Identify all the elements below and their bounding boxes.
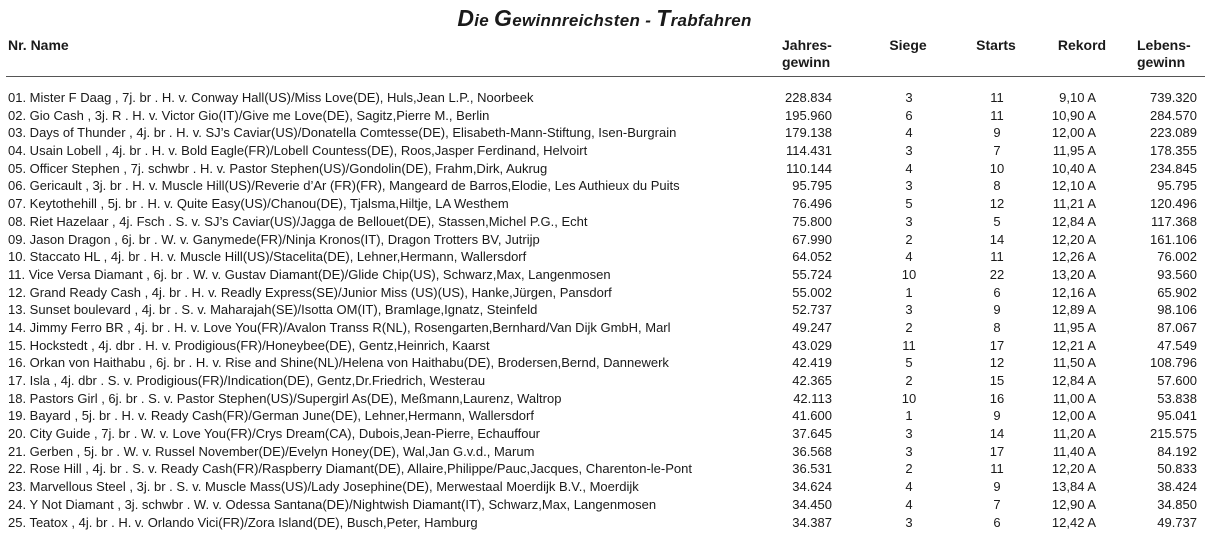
row-rekord: 11,50 A bbox=[1052, 355, 1096, 371]
row-name: 25. Teatox , 4j. br . H. v. Orlando Vici(FR)/Zora Island(DE), Busch,Peter, Hamburg bbox=[8, 514, 478, 530]
row-rekord: 11,00 A bbox=[1052, 390, 1096, 406]
row-rekord: 13,20 A bbox=[1051, 266, 1096, 282]
row-rekord: 11,95 A bbox=[1052, 319, 1096, 335]
table-row bbox=[0, 89, 1209, 107]
header-rekord: Rekord bbox=[1057, 37, 1107, 53]
row-rekord: 12,89 A bbox=[1051, 302, 1096, 318]
row-starts: 9 bbox=[993, 302, 1001, 318]
row-name: 06. Gericault , 3j. br . H. v. Muscle Hill(US)/Reverie d’Ar (FR)(FR), Mangeard de Barros,Elodie, Les Authieux du Puits bbox=[8, 178, 680, 194]
header-starts: Starts bbox=[976, 37, 1016, 53]
row-name: 17. Isla , 4j. dbr . S. v. Prodigious(FR)/Indication(DE), Gentz,Dr.Friedrich, Westerau bbox=[8, 373, 486, 388]
row-siege: 4 bbox=[905, 496, 913, 512]
row-siege: 4 bbox=[905, 125, 913, 141]
row-name: 14. Jimmy Ferro BR , 4j. br . H. v. Love You(FR)/Avalon Transs R(NL), Rosengarten,Bernhard/Van Dijk GmbH, Marl bbox=[8, 319, 671, 335]
row-rekord: 12,84 A bbox=[1051, 373, 1096, 388]
results-table bbox=[0, 89, 1209, 531]
row-name: 02. Gio Cash , 3j. R . H. v. Victor Gio(IT)/Give me Love(DE), Sagitz,Pierre M., Berlin bbox=[8, 107, 490, 123]
row-starts: 7 bbox=[993, 496, 1001, 512]
row-rekord: 12,00 A bbox=[1051, 408, 1096, 424]
row-starts: 10 bbox=[989, 160, 1005, 176]
row-jahresgewinn: 75.800 bbox=[792, 213, 832, 229]
table-row bbox=[0, 514, 1209, 532]
row-lebensgewinn: 161.106 bbox=[1150, 231, 1197, 247]
row-jahresgewinn: 36.531 bbox=[792, 461, 832, 477]
row-siege: 10 bbox=[901, 390, 917, 406]
header-divider bbox=[6, 76, 1205, 77]
table-row bbox=[0, 266, 1209, 284]
row-name: 24. Y Not Diamant , 3j. schwbr . W. v. Odessa Santana(DE)/Nightwish Diamant(IT), Schwarz,Max, Langenmosen bbox=[8, 496, 657, 512]
row-lebensgewinn: 47.549 bbox=[1157, 337, 1197, 353]
row-starts: 8 bbox=[993, 178, 1001, 194]
row-jahresgewinn: 36.568 bbox=[792, 443, 832, 459]
row-siege: 5 bbox=[905, 355, 913, 371]
row-jahresgewinn: 43.029 bbox=[792, 337, 832, 353]
row-starts: 17 bbox=[989, 337, 1005, 353]
table-row bbox=[0, 354, 1209, 372]
row-rekord: 12,10 A bbox=[1051, 178, 1096, 194]
table-row bbox=[0, 231, 1209, 249]
row-siege: 6 bbox=[905, 107, 913, 123]
row-jahresgewinn: 179.138 bbox=[785, 125, 832, 141]
row-lebensgewinn: 34.850 bbox=[1157, 496, 1197, 512]
row-lebensgewinn: 234.845 bbox=[1150, 160, 1197, 176]
row-siege: 3 bbox=[905, 514, 913, 530]
row-rekord: 11,20 A bbox=[1052, 426, 1096, 442]
row-rekord: 12,16 A bbox=[1051, 284, 1096, 300]
row-starts: 17 bbox=[989, 443, 1005, 459]
row-starts: 7 bbox=[993, 143, 1001, 159]
table-row bbox=[0, 160, 1209, 178]
row-lebensgewinn: 223.089 bbox=[1150, 125, 1197, 141]
row-rekord: 11,95 A bbox=[1052, 143, 1096, 159]
header-jahresgewinn: Jahres- gewinn bbox=[782, 37, 832, 70]
row-jahresgewinn: 55.724 bbox=[792, 266, 832, 282]
row-jahresgewinn: 34.624 bbox=[792, 479, 832, 495]
row-jahresgewinn: 34.387 bbox=[792, 514, 832, 530]
row-siege: 5 bbox=[905, 196, 913, 212]
row-rekord: 9,10 A bbox=[1059, 90, 1096, 105]
table-row bbox=[0, 248, 1209, 266]
row-jahresgewinn: 37.645 bbox=[792, 426, 832, 442]
row-jahresgewinn: 52.737 bbox=[792, 302, 832, 318]
row-siege: 2 bbox=[905, 461, 913, 477]
row-name: 15. Hockstedt , 4j. dbr . H. v. Prodigious(FR)/Honeybee(DE), Gentz,Heinrich, Kaarst bbox=[8, 337, 490, 353]
row-starts: 5 bbox=[993, 213, 1001, 229]
row-siege: 2 bbox=[905, 231, 913, 247]
table-row bbox=[0, 478, 1209, 496]
row-siege: 3 bbox=[905, 302, 913, 318]
row-name: 20. City Guide , 7j. br . W. v. Love You(FR)/Crys Dream(CA), Dubois,Jean-Pierre, Echauffour bbox=[8, 426, 540, 442]
row-siege: 4 bbox=[905, 160, 913, 176]
row-rekord: 12,26 A bbox=[1051, 249, 1096, 265]
row-siege: 4 bbox=[905, 249, 913, 265]
row-name: 22. Rose Hill , 4j. br . S. v. Ready Cash(FR)/Raspberry Diamant(DE), Allaire,Philippe/Pauc,Jacques, Charenton-le-Pont bbox=[8, 461, 692, 477]
row-jahresgewinn: 195.960 bbox=[785, 107, 832, 123]
row-starts: 11 bbox=[990, 107, 1004, 123]
row-jahresgewinn: 55.002 bbox=[792, 284, 832, 300]
row-starts: 6 bbox=[993, 514, 1001, 530]
table-row bbox=[0, 195, 1209, 213]
row-lebensgewinn: 76.002 bbox=[1157, 249, 1197, 265]
row-lebensgewinn: 739.320 bbox=[1150, 90, 1197, 105]
row-lebensgewinn: 57.600 bbox=[1157, 373, 1197, 388]
row-siege: 11 bbox=[902, 337, 916, 353]
table-row bbox=[0, 496, 1209, 514]
row-name: 12. Grand Ready Cash , 4j. br . H. v. Readly Express(SE)/Junior Miss (US)(US), Hanke,Jürgen, Pansdorf bbox=[8, 284, 612, 300]
row-starts: 9 bbox=[993, 408, 1001, 424]
row-lebensgewinn: 98.106 bbox=[1157, 302, 1197, 318]
row-lebensgewinn: 284.570 bbox=[1150, 107, 1197, 123]
row-rekord: 13,84 A bbox=[1051, 479, 1096, 495]
row-jahresgewinn: 64.052 bbox=[792, 249, 832, 265]
row-siege: 3 bbox=[905, 178, 913, 194]
row-rekord: 10,90 A bbox=[1051, 107, 1096, 123]
row-starts: 12 bbox=[989, 355, 1005, 371]
row-name: 05. Officer Stephen , 7j. schwbr . H. v. Pastor Stephen(US)/Gondolin(DE), Frahm,Dirk, Aukrug bbox=[8, 160, 548, 176]
row-rekord: 12,90 A bbox=[1051, 496, 1096, 512]
row-name: 21. Gerben , 5j. br . W. v. Russel November(DE)/Evelyn Honey(DE), Wal,Jan G.v.d., Marum bbox=[8, 443, 535, 459]
row-name: 04. Usain Lobell , 4j. br . H. v. Bold Eagle(FR)/Lobell Countess(DE), Roos,Jasper Ferdinand, Helvoirt bbox=[8, 143, 588, 159]
header-lebensgewinn: Lebens- gewinn bbox=[1137, 37, 1191, 70]
row-jahresgewinn: 34.450 bbox=[792, 496, 832, 512]
row-siege: 3 bbox=[905, 90, 913, 105]
row-starts: 8 bbox=[993, 319, 1001, 335]
row-starts: 14 bbox=[989, 231, 1005, 247]
table-row bbox=[0, 372, 1209, 390]
row-jahresgewinn: 110.144 bbox=[785, 160, 832, 176]
row-jahresgewinn: 41.600 bbox=[792, 408, 832, 424]
table-row bbox=[0, 177, 1209, 195]
row-rekord: 11,40 A bbox=[1052, 443, 1096, 459]
table-row bbox=[0, 425, 1209, 443]
table-row bbox=[0, 301, 1209, 319]
header-siege: Siege bbox=[889, 37, 927, 53]
row-siege: 2 bbox=[905, 373, 913, 388]
row-rekord: 12,00 A bbox=[1051, 125, 1096, 141]
row-name: 16. Orkan von Haithabu , 6j. br . H. v. Rise and Shine(NL)/Helena von Haithabu(DE), Brodersen,Bernd, Dannewerk bbox=[8, 355, 669, 371]
row-starts: 9 bbox=[993, 479, 1001, 495]
row-lebensgewinn: 50.833 bbox=[1157, 461, 1197, 477]
row-starts: 16 bbox=[989, 390, 1005, 406]
row-lebensgewinn: 93.560 bbox=[1157, 266, 1197, 282]
table-row bbox=[0, 124, 1209, 142]
row-lebensgewinn: 178.355 bbox=[1150, 143, 1197, 159]
row-siege: 4 bbox=[905, 479, 913, 495]
row-starts: 11 bbox=[990, 90, 1004, 105]
row-name: 09. Jason Dragon , 6j. br . W. v. Ganymede(FR)/Ninja Kronos(IT), Dragon Trotters BV, Jutrijp bbox=[8, 231, 540, 247]
row-rekord: 12,21 A bbox=[1051, 337, 1096, 353]
row-siege: 3 bbox=[905, 443, 913, 459]
row-siege: 2 bbox=[905, 319, 913, 335]
row-siege: 1 bbox=[905, 408, 913, 424]
row-siege: 3 bbox=[905, 143, 913, 159]
row-name: 23. Marvellous Steel , 3j. br . S. v. Muscle Mass(US)/Lady Josephine(DE), Merwestaal Moerdijk B.V., Moerdijk bbox=[8, 479, 639, 495]
table-row bbox=[0, 107, 1209, 125]
row-siege: 10 bbox=[901, 266, 917, 282]
header-name: Nr. Name bbox=[8, 37, 69, 53]
row-rekord: 12,20 A bbox=[1051, 461, 1096, 477]
table-row bbox=[0, 142, 1209, 160]
row-starts: 11 bbox=[990, 249, 1004, 265]
row-jahresgewinn: 76.496 bbox=[792, 196, 832, 212]
row-lebensgewinn: 84.192 bbox=[1157, 443, 1197, 459]
row-rekord: 12,20 A bbox=[1051, 231, 1096, 247]
row-siege: 3 bbox=[905, 213, 913, 229]
row-lebensgewinn: 87.067 bbox=[1157, 319, 1197, 335]
row-name: 10. Staccato HL , 4j. br . H. v. Muscle Hill(US)/Stacelita(DE), Lehner,Hermann, Wallersdorf bbox=[8, 249, 527, 265]
row-jahresgewinn: 114.431 bbox=[785, 143, 832, 159]
row-jahresgewinn: 42.365 bbox=[792, 373, 832, 388]
row-name: 01. Mister F Daag , 7j. br . H. v. Conway Hall(US)/Miss Love(DE), Huls,Jean L.P., Noorbeek bbox=[8, 90, 534, 105]
row-jahresgewinn: 42.113 bbox=[793, 390, 832, 406]
table-row bbox=[0, 284, 1209, 302]
row-jahresgewinn: 228.834 bbox=[785, 90, 832, 105]
row-siege: 3 bbox=[905, 426, 913, 442]
row-lebensgewinn: 53.838 bbox=[1157, 390, 1197, 406]
table-row bbox=[0, 319, 1209, 337]
row-lebensgewinn: 65.902 bbox=[1157, 284, 1197, 300]
row-rekord: 12,84 A bbox=[1051, 213, 1096, 229]
row-name: 03. Days of Thunder , 4j. br . H. v. SJ’s Caviar(US)/Donatella Comtesse(DE), Elisabeth-Mann-Stiftung, Isen-Burgrain bbox=[8, 125, 677, 141]
table-row bbox=[0, 443, 1209, 461]
table-row bbox=[0, 390, 1209, 408]
row-jahresgewinn: 49.247 bbox=[792, 319, 832, 335]
row-starts: 11 bbox=[990, 461, 1004, 477]
row-name: 18. Pastors Girl , 6j. br . S. v. Pastor Stephen(US)/Supergirl As(DE), Meßmann,Laurenz, Waltrop bbox=[8, 390, 562, 406]
row-name: 19. Bayard , 5j. br . H. v. Ready Cash(FR)/German June(DE), Lehner,Hermann, Wallersdorf bbox=[8, 408, 534, 424]
row-lebensgewinn: 49.737 bbox=[1157, 514, 1197, 530]
row-jahresgewinn: 95.795 bbox=[792, 178, 832, 194]
row-lebensgewinn: 38.424 bbox=[1157, 479, 1197, 495]
row-starts: 22 bbox=[989, 266, 1005, 282]
row-starts: 15 bbox=[989, 373, 1005, 388]
page-title: Die Gewinnreichsten - Trabfahren bbox=[457, 5, 752, 31]
row-rekord: 10,40 A bbox=[1051, 160, 1096, 176]
row-starts: 14 bbox=[989, 426, 1005, 442]
table-row bbox=[0, 407, 1209, 425]
row-starts: 6 bbox=[993, 284, 1001, 300]
row-jahresgewinn: 42.419 bbox=[792, 355, 832, 371]
row-lebensgewinn: 95.795 bbox=[1157, 178, 1197, 194]
table-row bbox=[0, 460, 1209, 478]
row-lebensgewinn: 108.796 bbox=[1150, 355, 1197, 371]
table-row bbox=[0, 213, 1209, 231]
table-row bbox=[0, 337, 1209, 355]
row-lebensgewinn: 120.496 bbox=[1150, 196, 1197, 212]
row-jahresgewinn: 67.990 bbox=[792, 231, 832, 247]
row-name: 08. Riet Hazelaar , 4j. Fsch . S. v. SJ’s Caviar(US)/Jagga de Bellouet(DE), Stassen,Michel P.G., Echt bbox=[8, 213, 588, 229]
row-lebensgewinn: 117.368 bbox=[1150, 213, 1197, 229]
row-lebensgewinn: 95.041 bbox=[1157, 408, 1197, 424]
row-name: 07. Keytothehill , 5j. br . H. v. Quite Easy(US)/Chanou(DE), Tjalsma,Hiltje, LA Westhem bbox=[8, 196, 509, 212]
row-siege: 1 bbox=[905, 284, 913, 300]
row-starts: 9 bbox=[993, 125, 1001, 141]
row-starts: 12 bbox=[989, 196, 1005, 212]
row-rekord: 11,21 A bbox=[1052, 196, 1096, 212]
row-rekord: 12,42 A bbox=[1051, 514, 1096, 530]
row-name: 11. Vice Versa Diamant , 6j. br . W. v. Gustav Diamant(DE)/Glide Chip(US), Schwarz,Max, Langenmosen bbox=[8, 266, 611, 282]
row-name: 13. Sunset boulevard , 4j. br . S. v. Maharajah(SE)/Isotta OM(IT), Bramlage,Ignatz, Steinfeld bbox=[8, 302, 538, 318]
row-lebensgewinn: 215.575 bbox=[1150, 426, 1197, 442]
